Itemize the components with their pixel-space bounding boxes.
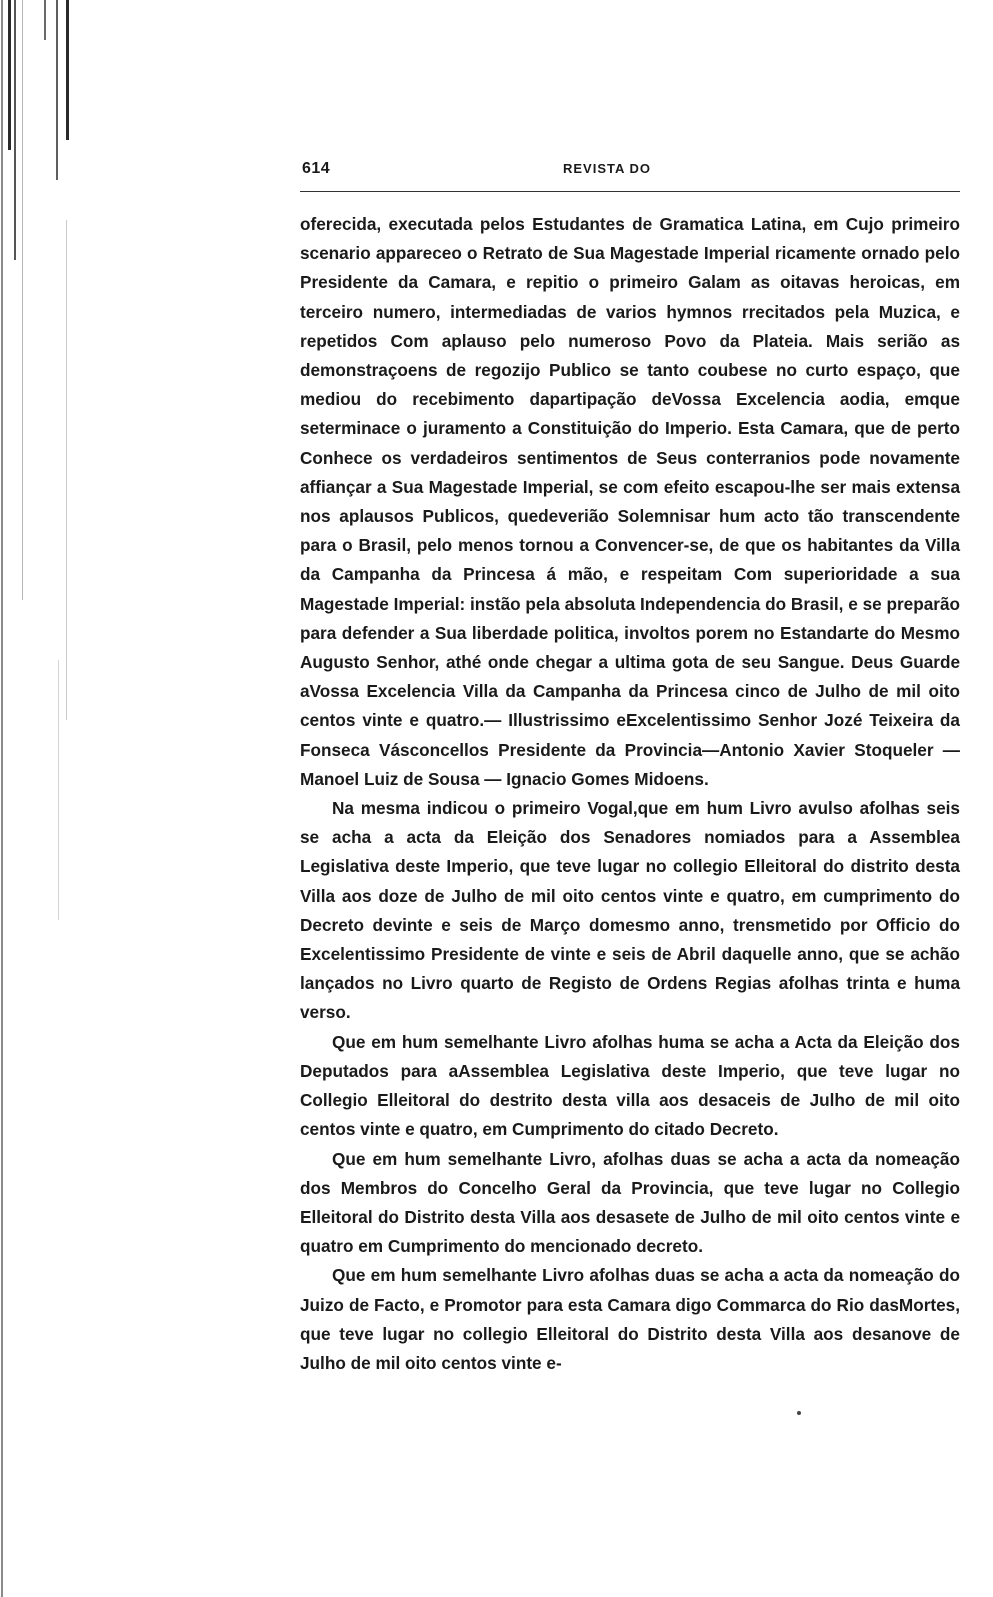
stray-ink-mark (797, 1411, 801, 1415)
running-head: REVISTA DO (563, 161, 652, 176)
header-rule (300, 191, 960, 192)
page-body (300, 210, 960, 1378)
paragraph-1: oferecida, executada pelos Estudantes de Gramatica Latina, em Cujo primeiro scenario appareceo o Retrato de Sua Magestade Imperial ricamente ornado pelo Presidente da Camara, e repitio o primeiro Galam as oitavas heroicas, em terceiro numero, intermediadas de varios hymnos rrecitados pela Muzica, e repetidos Com aplauso pelo numeroso Povo da Plateia. Mais serião as demonstraçoens de regozijo Publico se tanto coubese no curto espaço, que mediou do recebimento dapartipação deVossa Excelencia aodia, emque seterminace o juramento a Constituição do Imperio. Esta Camara, que de perto Conhece os verdadeiros sentimentos de Seus conterranios pode novamente affiançar a Sua Magestade Imperial, se com efeito escapou-lhe ser mais extensa nos aplausos Publicos, quedeverião Solemnisar hum acto tão transcendente para o Brasil, pelo menos tornou a Convencer-se, de que os habitantes da Villa da Campanha da Princesa á mão, e respeitam Com superioridade a sua Magestade Imperial: instão pela absoluta Independencia do Brasil, e se preparão para defender a Sua liberdade politica, involtos porem no Estandarte do Mesmo Augusto Senhor, athé onde chegar a ultima gota de seu Sangue. Deus Guarde aVossa Excelencia Villa da Campanha da Princesa cinco de Julho de mil oito centos vinte e quatro.— Illustrissimo eExcelentissimo Senhor Jozé Teixeira da Fonseca Vásconcellos Presidente da Provincia—Antonio Xavier Stoqueler — Manoel Luiz de Sousa — Ignacio Gomes Midoens. (300, 214, 961, 789)
binding-edge (0, 0, 90, 1597)
paragraph-5: Que em hum semelhante Livro afolhas duas se acha a acta da nomeação do Juizo de Facto, e Promotor para esta Camara digo Commarca do Rio dasMortes, que teve lugar no collegio Elleitoral do Distrito desta Villa aos desanove de Julho de mil oito centos vinte e- (300, 1265, 960, 1373)
page-number: 614 (302, 160, 331, 177)
paragraph-4: Que em hum semelhante Livro, afolhas duas se acha a acta da nomeação dos Membros do Concelho Geral da Provincia, que teve lugar no Collegio Elleitoral do Distrito desta Villa aos desasete de Julho de mil oito centos vinte e quatro em Cumprimento do mencionado decreto. (300, 1148, 960, 1257)
paragraph-3: Que em hum semelhante Livro afolhas huma se acha a Acta da Eleição dos Deputados para aAssemblea Legislativa deste Imperio, que teve lugar no Collegio Elleitoral do destrito desta villa aos desaceis de Julho de mil oito centos vinte e quatro, em Cumprimento do citado Decreto. (300, 1031, 960, 1140)
paragraph-2: Na mesma indicou o primeiro Vogal,que em hum Livro avulso afolhas seis se acha a acta da Eleição dos Senadores nomiados para a Assemblea Legislativa deste Imperio, que teve lugar no collegio Elleitoral do distrito desta Villa aos doze de Julho de mil oito centos vinte e quatro, em cumprimento do Decreto devinte e seis de Março domesmo anno, trensmetido por Officio do Excelentissimo Presidente de vinte e seis de Abril daquelle anno, que se achão lançados no Livro quarto de Registo de Ordens Regias afolhas trinta e huma verso. (300, 798, 960, 1023)
